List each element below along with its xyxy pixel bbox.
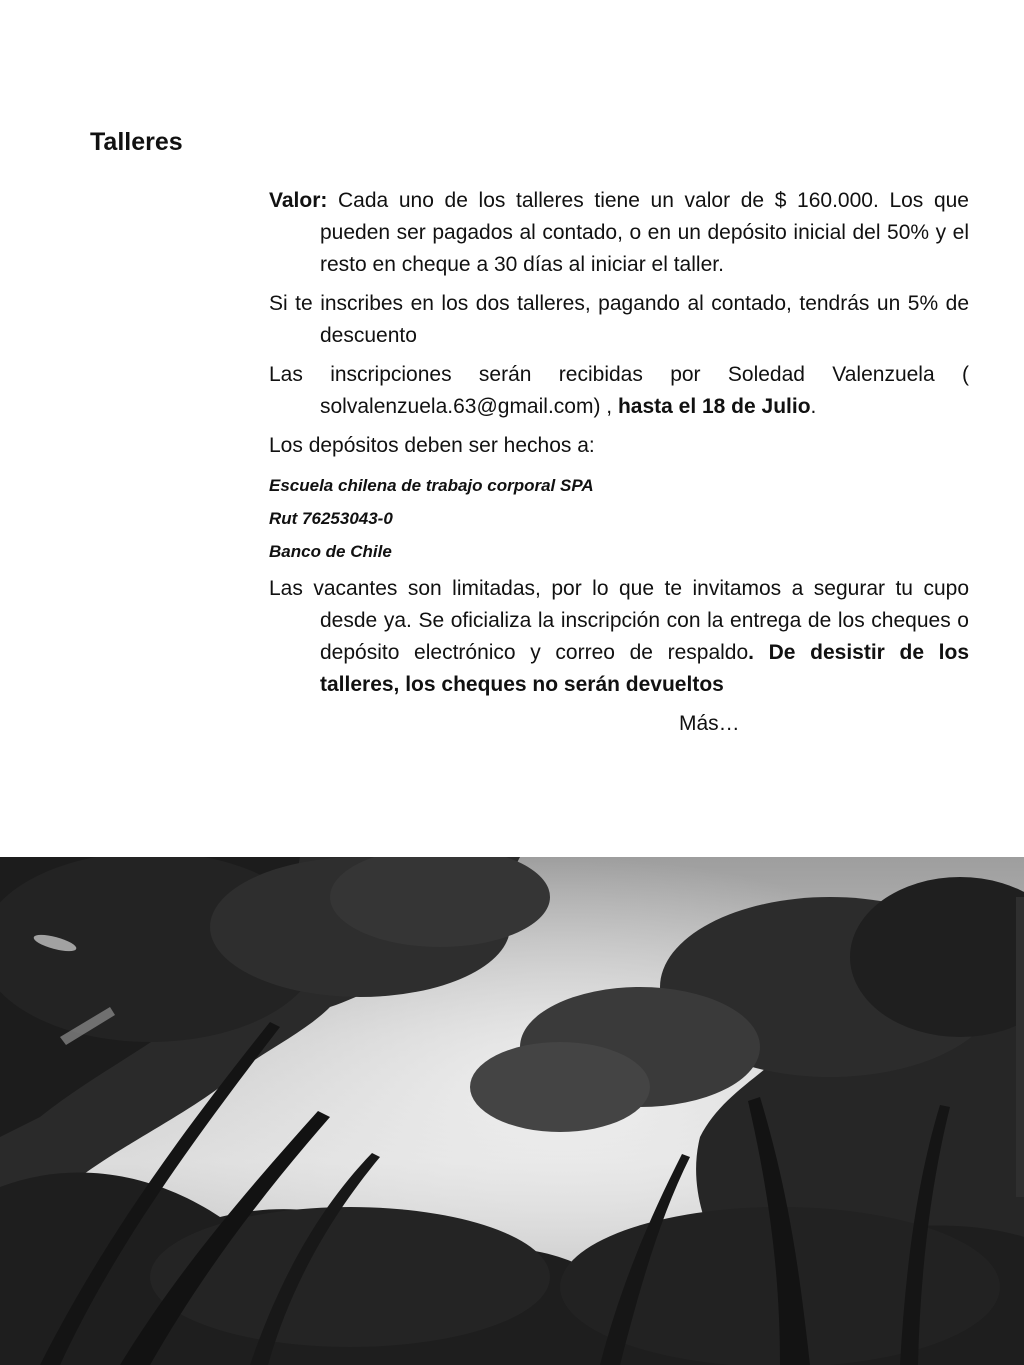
- registration-end: .: [810, 395, 817, 418]
- registration-deadline: hasta el 18 de Julio: [617, 395, 811, 418]
- bank-name: Banco de Chile: [269, 542, 392, 561]
- registration-text: Las inscripciones serán recibidas por Soledad Valenzuela ( solvalenzuela.63@gmail.com) ,: [269, 363, 969, 418]
- vacancies-text: Las vacantes son limitadas, por lo que te invitamos a segurar tu cupo desde ya. Se oficializa la inscripción con la entrega de los cheques o depósito electrónico y correo de respaldo: [269, 577, 969, 664]
- workshop-info: [269, 185, 969, 740]
- price-text: Cada uno de los talleres tiene un valor de $ 160.000. Los que pueden ser pagados al contado, o en un depósito inicial del 50% y el resto en cheque a 30 días al iniciar el taller.: [320, 189, 969, 276]
- vacancies-warning: . De desistir de los talleres, los cheques no serán devueltos: [320, 641, 969, 696]
- page-title: Talleres: [90, 128, 183, 156]
- bank-company: Escuela chilena de trabajo corporal SPA: [269, 476, 594, 495]
- price-paragraph: [269, 185, 969, 281]
- vacancies-paragraph: [269, 573, 969, 701]
- registration-paragraph: [269, 359, 969, 423]
- deposits-intro: Los depósitos deben ser hechos a:: [269, 434, 595, 457]
- bank-rut: Rut 76253043-0: [269, 509, 393, 528]
- price-label: Valor:: [269, 189, 328, 212]
- forest-photo: [0, 857, 1024, 1365]
- discount-paragraph: Si te inscribes en los dos talleres, pagando al contado, tendrás un 5% de descuento: [269, 292, 969, 347]
- more-link[interactable]: Más…: [679, 712, 740, 735]
- bank-details: [269, 469, 969, 568]
